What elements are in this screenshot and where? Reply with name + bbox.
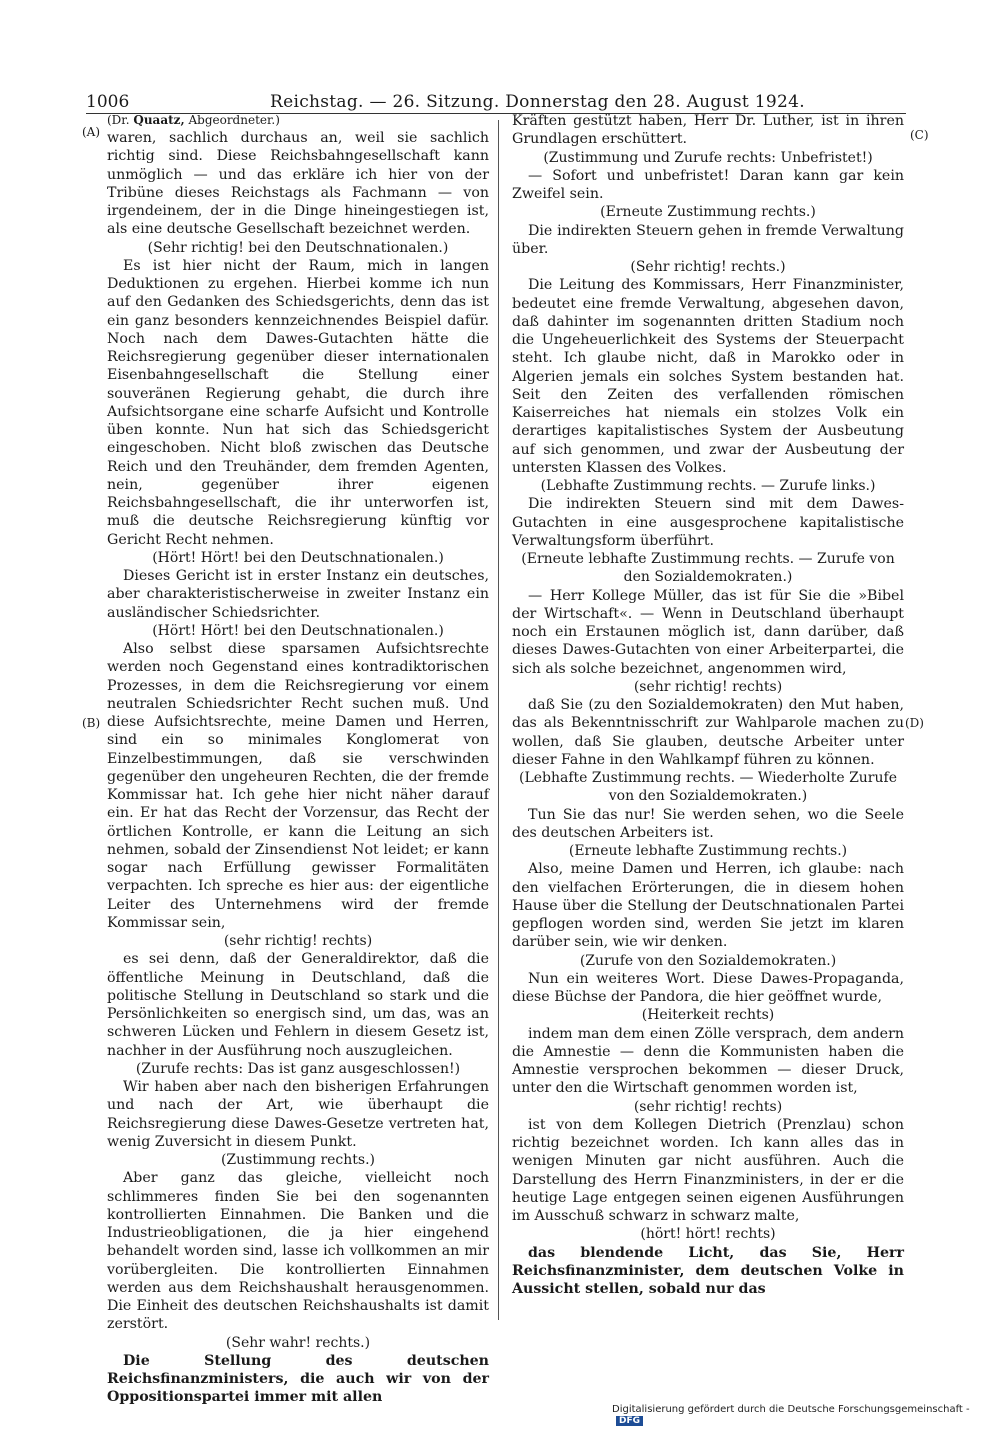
paragraph: Dieses Gericht ist in erster Instanz ein deutsches, aber charakteristischerweise in zweiter Instanz ein ausländischer Schiedsrichter. (107, 568, 489, 621)
paragraph: es sei denn, daß der Generaldirektor, daß die öffentliche Meinung in Deutschland, daß die politische Stellung in Deutschland so stark und die Persönlichkeiten so energisch sind, um das, was an schweren Lücken und Fehlern in diesem Gesetz ist, nachher in der Ausführung noch auszugleichen. (107, 951, 489, 1059)
footer-text: Digitalisierung gefördert durch die Deutsche Forschungsgemeinschaft - (612, 1404, 970, 1415)
speaker-name: Quaatz, (133, 113, 185, 127)
interjection: (sehr richtig! rechts) (633, 678, 783, 695)
paragraph: daß Sie (zu den Sozialdemokraten) den Mut haben, das als Bekenntnisschrift zur Wahlparole machen zu wollen, daß Sie glauben, deutsche Arbeiter unter dieser Fahne in den Wahlkampf führen zu können. (512, 697, 904, 768)
paragraph: Die Leitung des Kommissars, Herr Finanzminister, bedeutet eine fremde Verwaltung, abgesehen davon, daß dahinter im sogenannten dritten Stadium noch die Ungeheuerlichkeit des Systems der Steuerpacht steht. Ich glaube nicht, daß in Marokko oder in Algerien jemals ein solches System bestanden hat. Seit den Zeiten des verfallenden römischen Kaiserreiches hat niemals ein stolzes Volk ein derartiges kapitalistisches System der Ausbeutung auf sich genommen, und zwar der Ausbeutung der untersten Klassen des Volkes. (512, 277, 904, 476)
paragraph: Es ist hier nicht der Raum, mich in langen Deduktionen zu ergehen. Hierbei komme ich nun auf den Gedanken des Schiedsgerichts, denn das ist ein ganz besonders kennzeichnendes Beispiel dafür. Noch nach dem Dawes-Gutachten hätte die Reichsregierung gegenüber dieser internationalen Eisenbahngesellschaft die Stellung einer souveränen Regierung gehabt, die durch ihre Aufsichtsorgane eine scharfe Aufsicht und Kontrolle üben konnte. Nun hat sich das Schiedsgericht eingeschoben. Nicht bloß zwischen das Deutsche Reich und den Treuhänder, dem fremden Agenten, nein, gegenüber ihrer eigenen Reichsbahngesellschaft, die ihr unterworfen ist, muß die deutsche Reichsregierung künftig vor Gericht Recht nehmen. (107, 257, 489, 548)
footer-credit (612, 1404, 1000, 1426)
left-column (107, 112, 489, 1407)
interjection: (hört! hört! rechts) (640, 1226, 776, 1243)
margin-marker-a: (A) (82, 125, 101, 139)
paragraph: — Herr Kollege Müller, das ist für Sie die »Bibel der Wirtschaft«. — Wenn in Deutschland überhaupt noch ein Erstaunen möglich ist, dann darüber, daß dieses Dawes-Gutachten von einer Arbeiterpartei, die sich als solche bezeichnet, angenommen wird, (512, 587, 904, 677)
paragraph: Wir haben aber nach den bisherigen Erfahrungen und nach der Art, wie überhaupt die Reichsregierung diese Dawes-Gesetze vertreten hat, wenig Zuversicht in diesem Punkt. (107, 1079, 489, 1150)
dfg-logo: DFG (616, 1416, 643, 1426)
paragraph: — Sofort und unbefristet! Daran kann gar kein Zweifel sein. (512, 167, 904, 202)
interjection: (Erneute lebhafte Zustimmung rechts. — Zurufe von den Sozialdemokraten.) (521, 551, 895, 586)
left-column-body (107, 129, 489, 1407)
running-head: Reichstag. — 26. Sitzung. Donnerstag den 28. August 1924. (270, 92, 805, 112)
paragraph: Nun ein weiteres Wort. Diese Dawes-Propaganda, diese Büchse der Pandora, die hier geöffnet wurde, (512, 970, 904, 1005)
paragraph: Kräften gestützt haben, Herr Dr. Luther, ist in ihren Grundlagen erschüttert. (512, 113, 904, 148)
interjection: (Erneute Zustimmung rechts.) (600, 204, 816, 221)
interjection: (Sehr richtig! bei den Deutschnationalen.) (147, 239, 449, 256)
paragraph: ist von dem Kollegen Dietrich (Prenzlau) schon richtig bezeichnet worden. Ich kann alles das in wenigen Minuten gar nicht ausführen. Auch die Darstellung des Herrn Finanzministers, in der er die heutige Lage entgegen seinen eigenen Ausführungen im Ausschuß schwarz in schwarz malte, (512, 1116, 904, 1224)
margin-marker-c: (C) (910, 128, 929, 142)
paragraph: Die indirekten Steuern gehen in fremde Verwaltung über. (512, 222, 904, 257)
interjection: (sehr richtig! rechts) (633, 1098, 783, 1115)
interjection: (Zurufe von den Sozialdemokraten.) (579, 952, 837, 969)
interjection: (sehr richtig! rechts) (223, 933, 373, 949)
page-number: 1006 (86, 92, 130, 112)
interjection: (Zustimmung rechts.) (220, 1152, 376, 1168)
speaker-label: (Dr. (107, 113, 130, 127)
paragraph: Also, meine Damen und Herren, ich glaube: nach den vielfachen Erörterungen, die in diesem hohen Hause über die Stellung der Deutschnationalen Partei gepflogen worden sind, werden Sie jetzt im klaren darüber sein, wie wir denken. (512, 861, 904, 951)
paragraph: Tun Sie das nur! Sie werden sehen, wo die Seele des deutschen Arbeiters ist. (512, 806, 904, 841)
paragraph: Aber ganz das gleiche, vielleicht noch schlimmeres finden Sie bei den sogenannten kontrollierten Einnahmen. Die Banken und die Industrieobligationen, die ja hier eingehend behandelt worden sind, lasse ich vollkommen an mir vorübergleiten. Die kontrollierten Einnahmen werden aus dem Reichshaushalt herausgenommen. Die Einheit des deutschen Reichshaushalts ist damit zerstört. (107, 1170, 489, 1333)
interjection: (Lebhafte Zustimmung rechts. — Zurufe links.) (540, 478, 876, 494)
interjection: (Hört! Hört! bei den Deutschnationalen.) (152, 622, 444, 639)
margin-marker-b: (B) (82, 716, 101, 730)
paragraph-bold: Die Stellung des deutschen Reichsfinanzministers, die auch wir von der Oppositionspartei immer mit allen (107, 1352, 489, 1406)
interjection: (Sehr richtig! rechts.) (630, 259, 786, 275)
paragraph-bold: das blendende Licht, das Sie, Herr Reichsfinanzminister, dem deutschen Volke in Aussicht stellen, sobald nur das (512, 1244, 904, 1297)
interjection: (Zurufe rechts: Das ist ganz ausgeschlossen!) (135, 1060, 461, 1077)
paragraph: indem man dem einen Zölle versprach, dem andern die Amnestie — denn die Kommunisten haben die Amnestie versprochen bekommen — dieser Druck, unter den die Wirtschaft genommen worden ist, (512, 1025, 904, 1097)
interjection: (Erneute lebhafte Zustimmung rechts.) (568, 843, 848, 859)
speaker-role: Abgeordneter.) (188, 113, 280, 127)
right-column-body (512, 112, 904, 1298)
paragraph: Also selbst diese sparsamen Aufsichtsrechte werden noch Gegenstand eines kontradiktorischen Prozesses, in dem die Reichsregierung vor einem neutralen Schiedsrichter Recht suchen muß. Und diese Aufsichtsrechte, meine Damen und Herren, sind ein so minimales Konglomerat von Einzelbestimmungen, daß sie verschwinden gegenüber den ungeheuren Rechten, die der fremde Kommissar hat. Ich gehe hier nicht näher darauf ein. Er hat das Recht der Vorzensur, das Recht der örtlichen Kontrolle, er kann die Leitung an sich nehmen, sobald der Zinsendienst Not leidet; er kann sogar nach Erfüllung gewisser Formalitäten verpachten. Ich spreche es hier aus: der eigentliche Leiter des Unternehmens wird der fremde Kommissar sein, (107, 641, 489, 931)
margin-marker-d: (D) (905, 716, 924, 730)
interjection: (Hört! Hört! bei den Deutschnationalen.) (152, 549, 444, 566)
interjection: (Sehr wahr! rechts.) (225, 1334, 371, 1351)
right-column (512, 112, 904, 1298)
speaker-attribution (107, 112, 489, 129)
paragraph: Die indirekten Steuern sind mit dem Dawes-Gutachten in eine ausgesprochene kapitalistische Verwaltungsform überführt. (512, 496, 904, 549)
interjection: (Heiterkeit rechts) (641, 1007, 775, 1024)
paragraph: waren, sachlich durchaus an, weil sie sachlich richtig sind. Diese Reichsbahngesellschaft kann unmöglich — und das erkläre ich hier von der Tribüne dieses Reichstags als Fachmann — von irgendeinem, der in die Dinge hineingestiegen ist, als eine deutsche Gesellschaft bezeichnet werden. (107, 130, 489, 238)
interjection: (Lebhafte Zustimmung rechts. — Wiederholte Zurufe von den Sozialdemokraten.) (519, 770, 897, 805)
interjection: (Zustimmung und Zurufe rechts: Unbefristet!) (543, 149, 873, 166)
column-divider (498, 120, 499, 1320)
